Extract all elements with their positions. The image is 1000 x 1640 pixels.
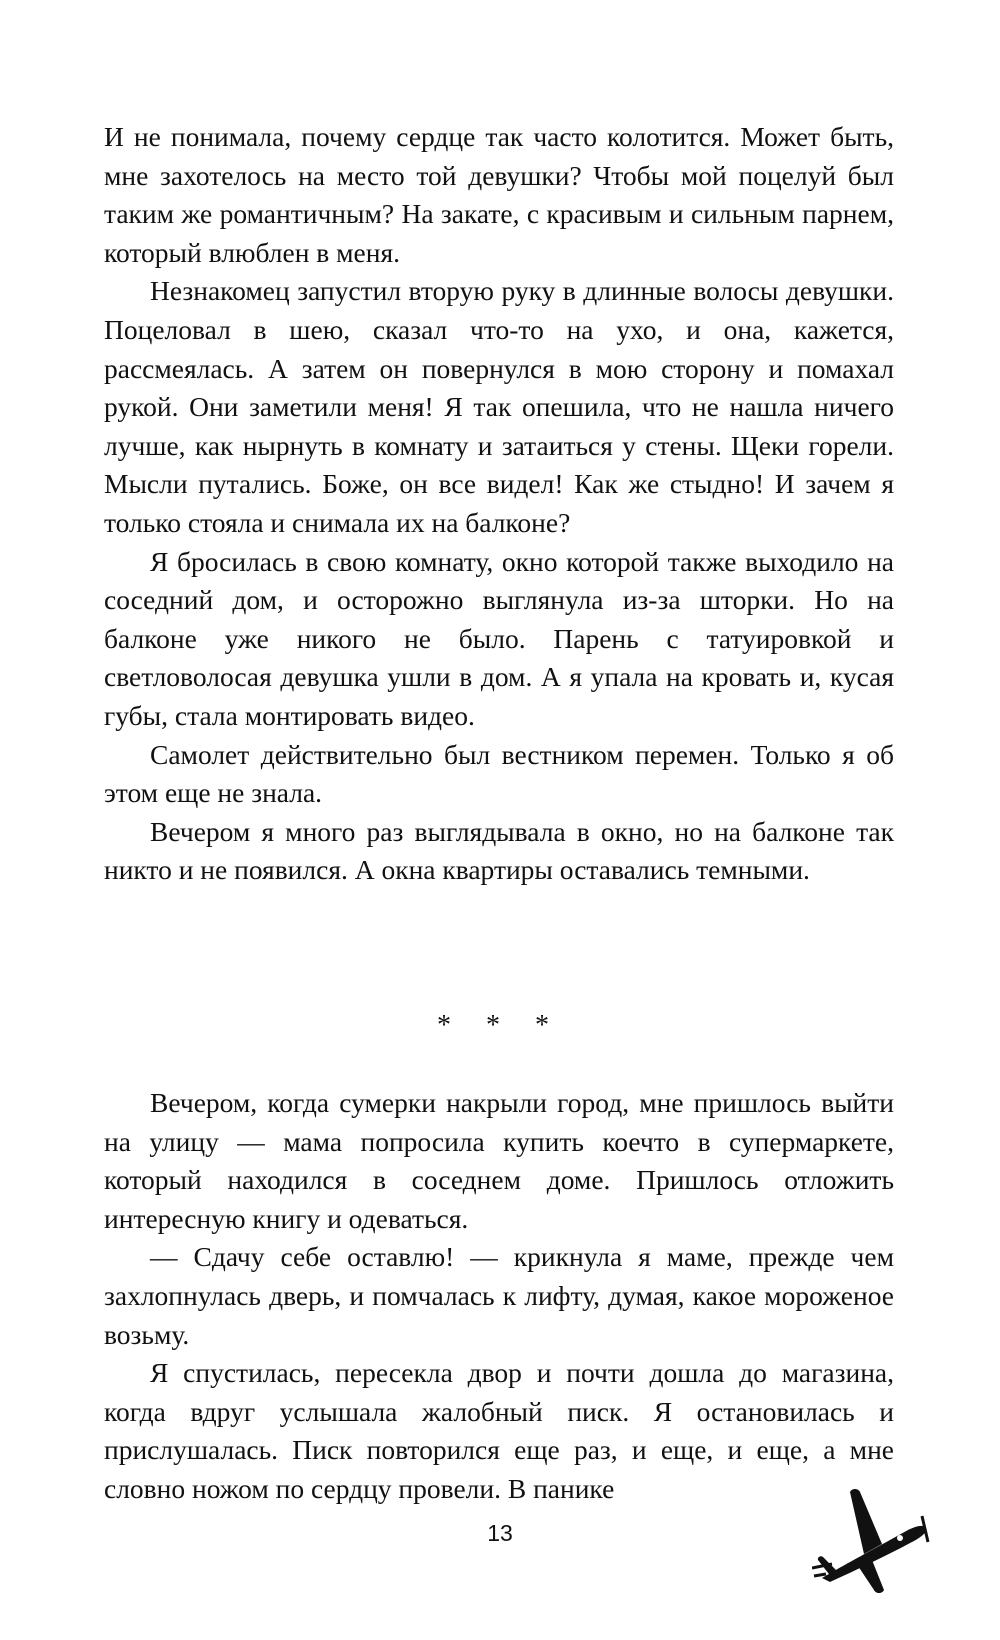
- paragraph: Я бросилась в свою комнату, окно которой также выходило на соседний дом, и осторожно выглянула из-за шторки. Но на балконе уже никого не было. Парень с татуировкой и светловолосая девушка ушли в дом. А я упала на кровать и, кусая губы, стала монтировать видео.: [104, 545, 894, 731]
- top-text-block: [104, 118, 894, 890]
- paragraph: Вечером я много раз выглядывала в окно, но на балконе так никто и не появился. А окна квартиры оставались темными.: [104, 815, 894, 886]
- bottom-text-block: [104, 1084, 894, 1509]
- paragraph: Незнакомец запустил вторую руку в длинные волосы девушки. Поцеловал в шею, сказал что-то на ухо, и она, кажется, рассмеялась. А затем он повернулся в мою сторону и помахал рукой. Они заметили меня! Я так опешила, что не нашла ничего лучше, как нырнуть в комнату и затаиться у стены. Щеки горели. Мысли путались. Боже, он все видел! Как же стыдно! И зачем я только стояла и снимала их на балконе?: [104, 275, 894, 538]
- page-number: 13: [487, 1520, 513, 1546]
- paragraph: Я спустилась, пересекла двор и почти дошла до магазина, когда вдруг услышала жалобный писк. Я остановилась и прислушалась. Писк повторился еще раз, и еще, и еще, а мне словно ножом по сердцу провели. В панике: [104, 1357, 894, 1504]
- paragraph: Вечером, когда сумерки накрыли город, мне пришлось выйти на улицу — мама попросила купить коечто в супермаркете, который находился в соседнем доме. Пришлось отложить интересную книгу и одеваться.: [104, 1087, 894, 1234]
- airplane-icon: [812, 1486, 932, 1596]
- paragraph: Самолет действительно был вестником перемен. Только я об этом еще не знала.: [104, 738, 894, 809]
- paragraph: — Сдачу себе оставлю! — крикнула я маме, прежде чем захлопнулась дверь, и помчалась к лифту, думая, какое мороженое возьму.: [104, 1241, 894, 1350]
- paragraph: И не понимала, почему сердце так часто колотится. Может быть, мне захотелось на место той девушки? Чтобы мой поцелуй был таким же романтичным? На закате, с красивым и сильным парнем, который влюблен в меня.: [104, 121, 894, 268]
- section-separator: * * *: [437, 1010, 563, 1041]
